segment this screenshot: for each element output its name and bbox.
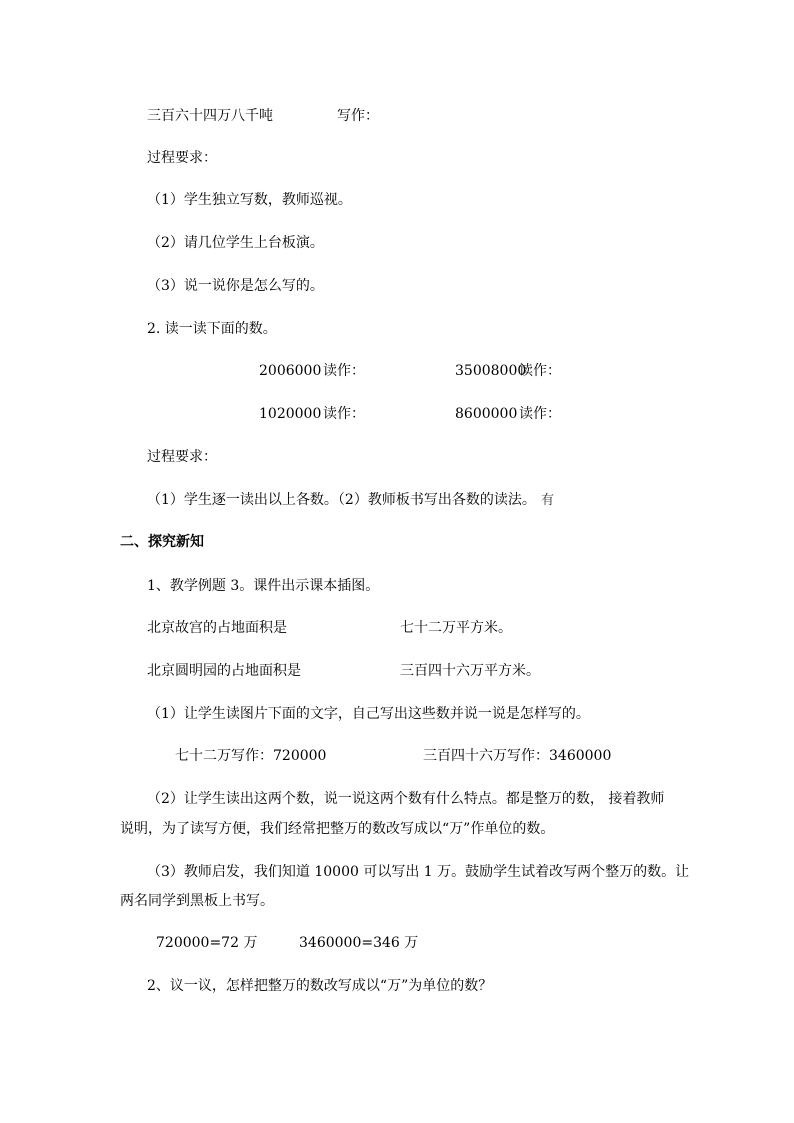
written-a: 七十二万写作：720000 bbox=[175, 748, 327, 764]
read-label-1: 读作： bbox=[323, 363, 365, 379]
equation-a: 720000=72 万 bbox=[156, 935, 258, 951]
step-e2-line2: 说明，为了读写方便，我们经常把整万的数改写成以“万”作单位的数。 bbox=[120, 821, 555, 837]
written-b: 三百四十六万写作：3460000 bbox=[423, 748, 612, 764]
read-number-4: 8600000 bbox=[455, 406, 518, 422]
read-number-1: 2006000 bbox=[259, 363, 322, 379]
step-1: （1）学生独立写数，教师巡视。 bbox=[147, 192, 352, 208]
read-number-2: 35008000 bbox=[455, 363, 527, 379]
section-heading: 二、探究新知 bbox=[120, 534, 204, 550]
weight-write-label: 写作： bbox=[337, 108, 379, 124]
palace-text: 北京故宫的占地面积是 bbox=[147, 620, 287, 636]
read-label-2: 读作： bbox=[519, 363, 561, 379]
equation-b: 3460000=346 万 bbox=[299, 935, 419, 951]
yuanming-value: 三百四十六万平方米。 bbox=[400, 663, 540, 679]
read-label-3: 读作： bbox=[323, 406, 365, 422]
discuss-question: 2、议一议，怎样把整万的数改写成以“万”为单位的数？ bbox=[147, 978, 493, 994]
step-read-tail: 有 bbox=[541, 493, 555, 508]
read-number-3: 1020000 bbox=[259, 406, 322, 422]
process-heading-1: 过程要求： bbox=[147, 150, 217, 166]
yuanming-text: 北京圆明园的占地面积是 bbox=[147, 663, 301, 679]
step-read: （1）学生逐一读出以上各数。（2）教师板书写出各数的读法。 bbox=[147, 492, 536, 508]
example-intro: 1、教学例题 3。课件出示课本插图。 bbox=[147, 578, 380, 594]
read-task: 2. 读一读下面的数。 bbox=[147, 321, 277, 337]
step-2: （2）请几位学生上台板演。 bbox=[147, 235, 324, 251]
weight-number: 三百六十四万八千吨 bbox=[147, 108, 273, 124]
step-e3-line1: （3）教师启发，我们知道 10000 可以写出 1 万。鼓励学生试着改写两个整万的数。让 bbox=[147, 864, 690, 880]
palace-value: 七十二万平方米。 bbox=[400, 620, 512, 636]
step-e1: （1）让学生读图片下面的文字，自己写出这些数并说一说是怎样写的。 bbox=[147, 706, 590, 722]
read-label-4: 读作： bbox=[519, 406, 561, 422]
process-heading-2: 过程要求： bbox=[147, 449, 217, 465]
step-e2-line1: （2）让学生读出这两个数，说一说这两个数有什么特点。都是整万的数， 接着教师 bbox=[147, 791, 665, 807]
step-3: （3）说一说你是怎么写的。 bbox=[147, 278, 324, 294]
step-e3-line2: 两名同学到黑板上书写。 bbox=[120, 893, 274, 909]
